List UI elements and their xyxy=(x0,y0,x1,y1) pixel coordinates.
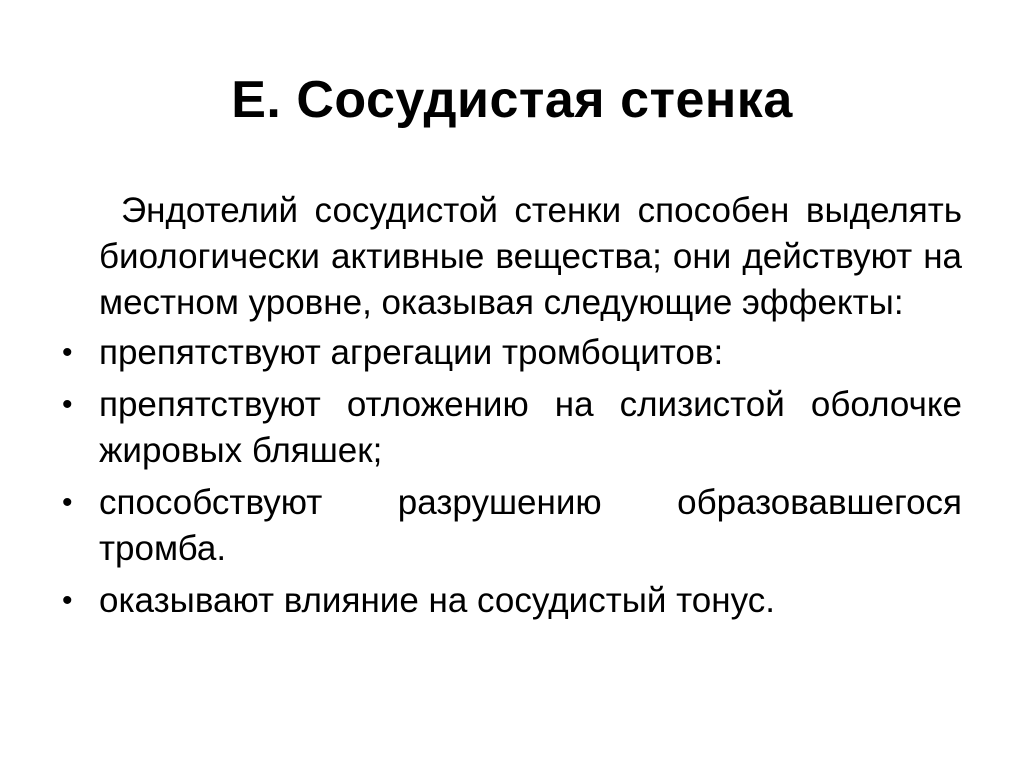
bullet-list xyxy=(62,330,962,624)
intro-text: Эндотелий сосудистой стенки способен выделять биологически активные вещества; они действуют на местном уровне, оказывая следующие эффекты: xyxy=(99,191,962,322)
list-item-text: препятствуют отложению на слизистой оболочке жировых бляшек; xyxy=(99,385,962,470)
bullet-icon: • xyxy=(62,584,73,617)
slide-title: Е. Сосудистая стенка xyxy=(231,71,793,129)
list-item xyxy=(62,330,962,376)
list-item-text: препятствуют агрегации тромбоцитов: xyxy=(99,333,724,372)
slide-body xyxy=(62,188,962,630)
bullet-icon: • xyxy=(62,336,73,369)
list-item xyxy=(62,480,962,572)
list-item xyxy=(62,578,962,624)
list-item-text: оказывают влияние на сосудистый тонус. xyxy=(99,581,775,620)
list-item-text: способствуют разрушению образовавшегося тромба. xyxy=(99,483,962,568)
bullet-icon: • xyxy=(62,486,73,519)
list-item xyxy=(62,382,962,474)
intro-paragraph xyxy=(99,188,962,326)
bullet-icon: • xyxy=(62,388,73,421)
